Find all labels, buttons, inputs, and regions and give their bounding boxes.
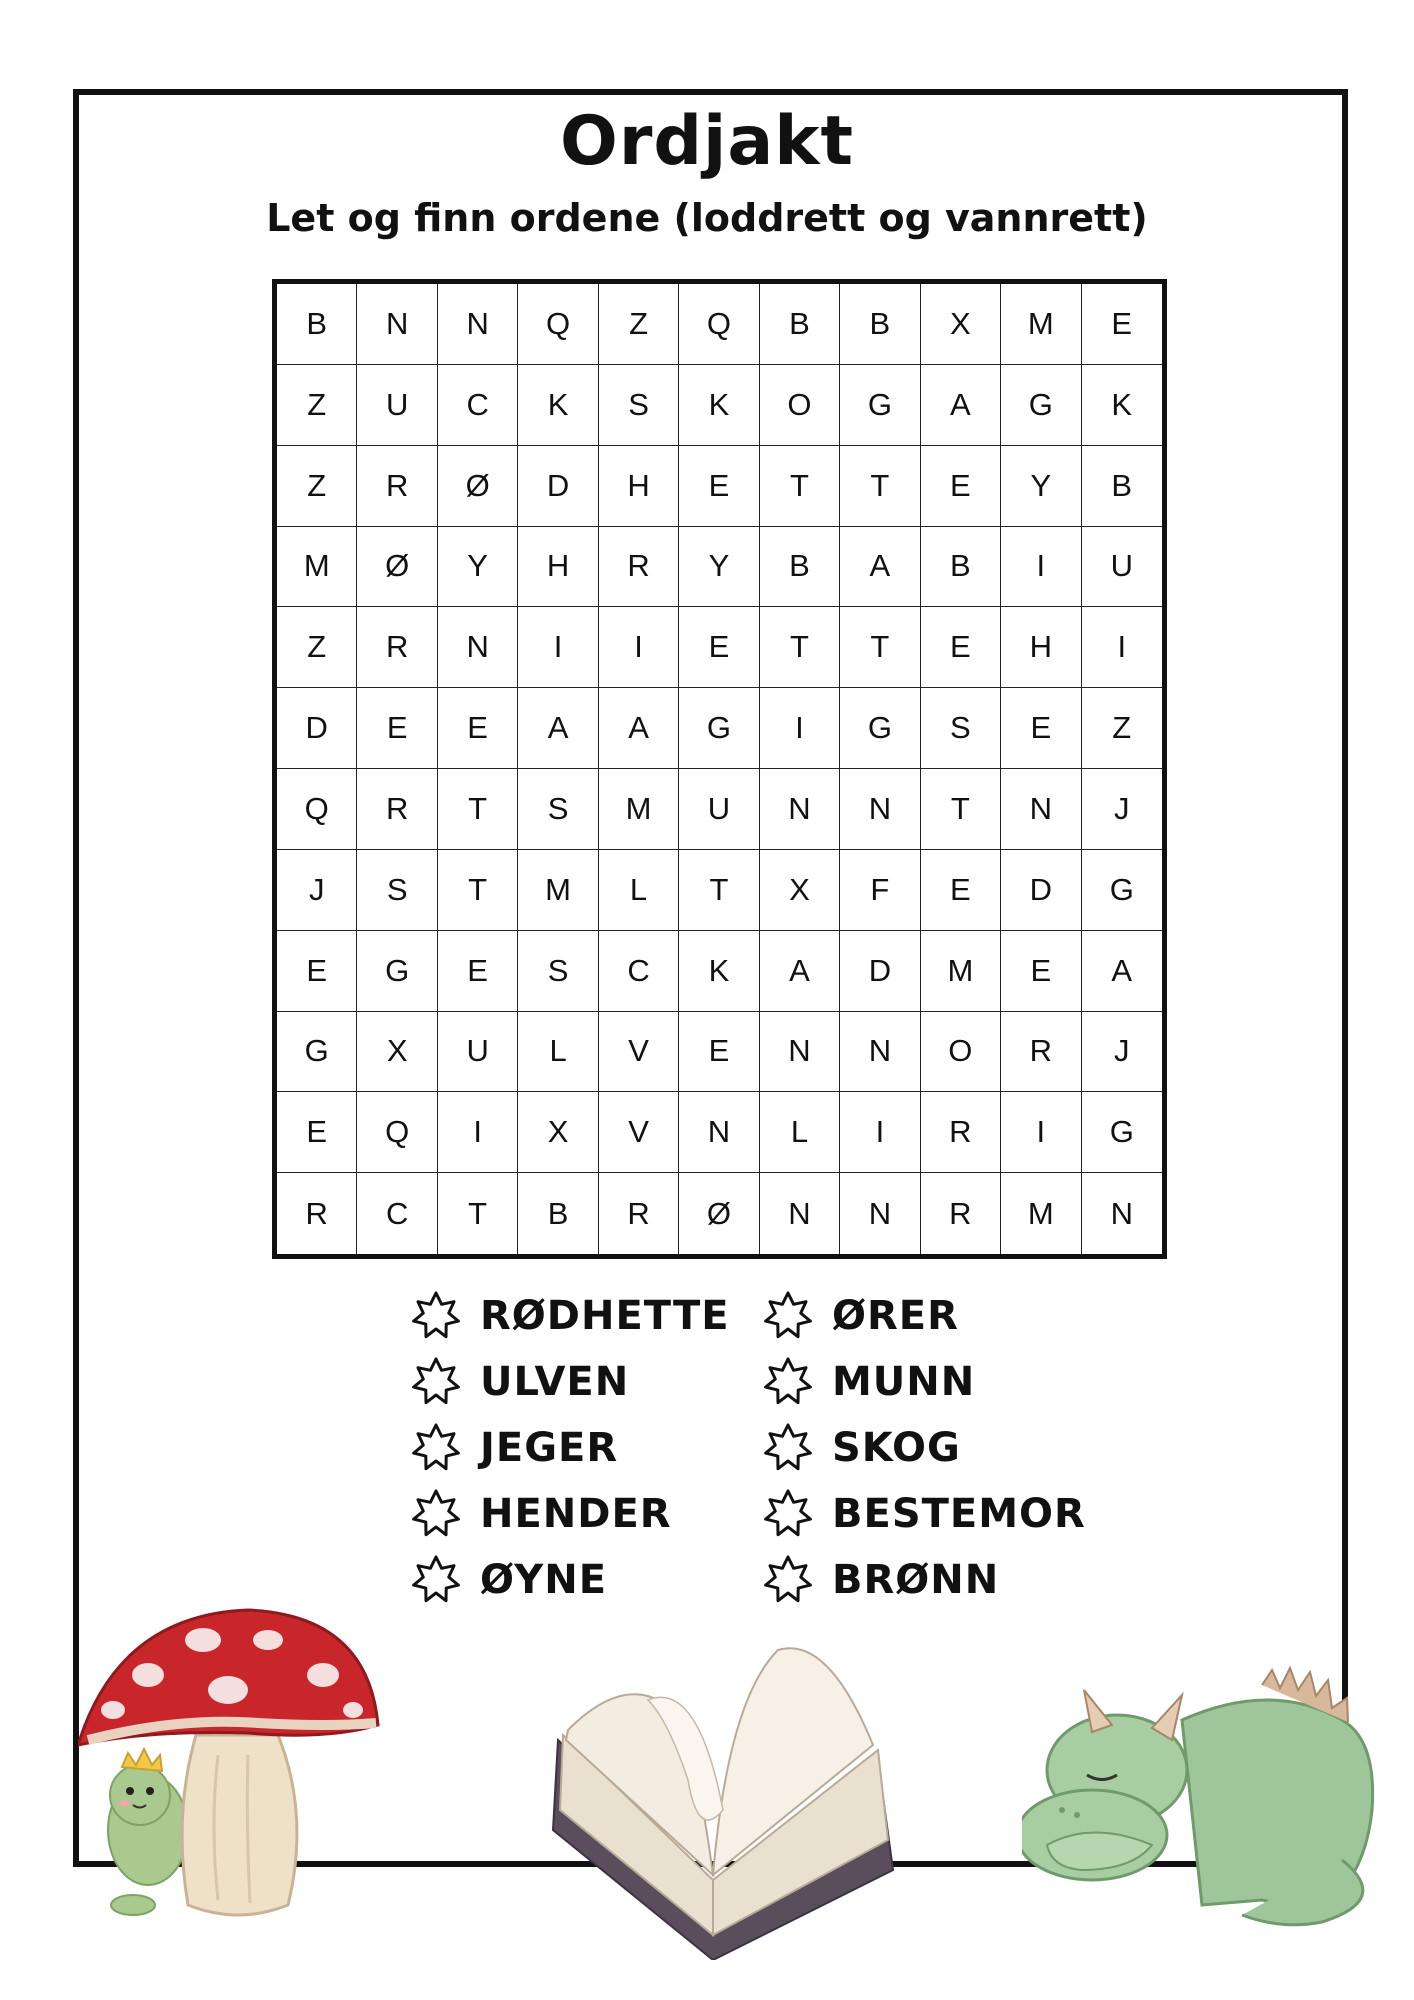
word-label: RØDHETTE (480, 1293, 730, 1339)
grid-cell: K (1082, 365, 1162, 446)
grid-cell: Ø (438, 446, 518, 527)
grid-cell: T (840, 446, 920, 527)
grid-cell: K (518, 365, 598, 446)
grid-cell: U (679, 769, 759, 850)
grid-cell: E (277, 931, 357, 1012)
grid-cell: I (840, 1092, 920, 1173)
grid-cell: X (760, 850, 840, 931)
grid-cell: Z (277, 446, 357, 527)
word-list-right (762, 1290, 1086, 1606)
grid-cell: Q (357, 1092, 437, 1173)
grid-cell: N (438, 284, 518, 365)
word-label: JEGER (480, 1425, 619, 1471)
grid-cell: E (1082, 284, 1162, 365)
grid-cell: E (1001, 688, 1081, 769)
grid-cell: Z (277, 365, 357, 446)
grid-cell: I (518, 607, 598, 688)
grid-cell: A (840, 527, 920, 608)
grid-cell: U (1082, 527, 1162, 608)
grid-cell: E (438, 688, 518, 769)
word-item (410, 1422, 730, 1474)
sleeping-dragon-illustration (1022, 1660, 1402, 1930)
grid-cell: L (599, 850, 679, 931)
grid-cell: G (679, 688, 759, 769)
grid-cell: Y (679, 527, 759, 608)
grid-cell: R (357, 446, 437, 527)
grid-cell: I (1082, 607, 1162, 688)
grid-cell: Z (277, 607, 357, 688)
grid-cell: J (1082, 769, 1162, 850)
grid-cell: S (921, 688, 1001, 769)
grid-cell: Y (438, 527, 518, 608)
grid-cell: I (760, 688, 840, 769)
grid-cell: N (840, 769, 920, 850)
grid-cell: G (1001, 365, 1081, 446)
grid-cell: I (1001, 1092, 1081, 1173)
word-item (762, 1554, 1086, 1606)
grid-cell: T (760, 607, 840, 688)
grid-cell: F (840, 850, 920, 931)
grid-cell: R (277, 1173, 357, 1254)
grid-cell: C (438, 365, 518, 446)
grid-cell: E (679, 446, 759, 527)
star-outline-icon (410, 1290, 462, 1342)
grid-cell: J (1082, 1012, 1162, 1093)
word-item (762, 1488, 1086, 1540)
grid-cell: C (599, 931, 679, 1012)
grid-cell: T (921, 769, 1001, 850)
grid-cell: J (277, 850, 357, 931)
word-item (762, 1290, 1086, 1342)
star-outline-icon (762, 1422, 814, 1474)
grid-cell: Q (679, 284, 759, 365)
grid-cell: E (921, 607, 1001, 688)
grid-cell: G (357, 931, 437, 1012)
grid-cell: A (599, 688, 679, 769)
grid-cell: O (760, 365, 840, 446)
word-label: SKOG (832, 1425, 961, 1471)
grid-cell: X (357, 1012, 437, 1093)
grid-cell: E (357, 688, 437, 769)
grid-cell: B (1082, 446, 1162, 527)
grid-cell: G (840, 365, 920, 446)
word-label: BESTEMOR (832, 1491, 1086, 1537)
grid-cell: E (921, 850, 1001, 931)
grid-cell: T (438, 1173, 518, 1254)
grid-cell: R (921, 1173, 1001, 1254)
grid-cell: D (840, 931, 920, 1012)
grid-cell: O (921, 1012, 1001, 1093)
grid-cell: M (277, 527, 357, 608)
grid-cell: R (599, 527, 679, 608)
word-label: MUNN (832, 1359, 976, 1405)
grid-cell: B (277, 284, 357, 365)
word-label: ULVEN (480, 1359, 630, 1405)
grid-cell: S (357, 850, 437, 931)
grid-cell: N (1001, 769, 1081, 850)
grid-cell: I (1001, 527, 1081, 608)
grid-cell: G (1082, 1092, 1162, 1173)
grid-cell: A (1082, 931, 1162, 1012)
grid-cell: E (679, 607, 759, 688)
grid-cell: A (518, 688, 598, 769)
word-label: ØRER (832, 1293, 959, 1339)
grid-cell: N (760, 769, 840, 850)
grid-cell: S (518, 931, 598, 1012)
grid-cell: G (277, 1012, 357, 1093)
grid-cell: R (1001, 1012, 1081, 1093)
grid-cell: Z (599, 284, 679, 365)
star-outline-icon (410, 1422, 462, 1474)
star-outline-icon (762, 1488, 814, 1540)
grid-cell: D (277, 688, 357, 769)
grid-cell: R (921, 1092, 1001, 1173)
grid-cell: D (1001, 850, 1081, 931)
star-outline-icon (410, 1356, 462, 1408)
word-item (762, 1356, 1086, 1408)
grid-cell: T (438, 769, 518, 850)
word-item (410, 1290, 730, 1342)
grid-cell: Q (277, 769, 357, 850)
star-outline-icon (762, 1356, 814, 1408)
grid-cell: E (1001, 931, 1081, 1012)
grid-cell: K (679, 365, 759, 446)
star-outline-icon (762, 1554, 814, 1606)
grid-cell: N (840, 1012, 920, 1093)
word-label: ØYNE (480, 1557, 608, 1603)
grid-cell: B (840, 284, 920, 365)
grid-cell: U (357, 365, 437, 446)
grid-cell: U (438, 1012, 518, 1093)
grid-cell: S (518, 769, 598, 850)
grid-cell: Z (1082, 688, 1162, 769)
word-label: HENDER (480, 1491, 672, 1537)
grid-cell: K (679, 931, 759, 1012)
grid-cell: Ø (679, 1173, 759, 1254)
grid-cell: G (1082, 850, 1162, 931)
open-book-illustration (548, 1640, 898, 1960)
grid-cell: N (357, 284, 437, 365)
word-search-grid (272, 279, 1167, 1259)
grid-cell: B (921, 527, 1001, 608)
star-outline-icon (762, 1290, 814, 1342)
grid-cell: N (760, 1012, 840, 1093)
grid-cell: B (760, 527, 840, 608)
grid-cell: N (760, 1173, 840, 1254)
grid-cell: L (760, 1092, 840, 1173)
grid-cell: T (760, 446, 840, 527)
grid-cell: M (599, 769, 679, 850)
page-subtitle: Let og finn ordene (loddrett og vannrett) (266, 196, 1148, 240)
word-item (410, 1356, 730, 1408)
grid-cell: G (840, 688, 920, 769)
grid-cell: C (357, 1173, 437, 1254)
grid-cell: I (599, 607, 679, 688)
grid-cell: B (518, 1173, 598, 1254)
star-outline-icon (410, 1488, 462, 1540)
grid-cell: N (840, 1173, 920, 1254)
word-item (762, 1422, 1086, 1474)
grid-cell: A (760, 931, 840, 1012)
grid-cell: R (357, 769, 437, 850)
page-title: Ordjakt (560, 102, 854, 181)
grid-cell: D (518, 446, 598, 527)
grid-cell: R (599, 1173, 679, 1254)
grid-cell: M (1001, 284, 1081, 365)
grid-cell: E (277, 1092, 357, 1173)
grid-cell: V (599, 1092, 679, 1173)
grid-cell: T (438, 850, 518, 931)
grid-cell: T (840, 607, 920, 688)
grid-cell: E (679, 1012, 759, 1093)
word-item (410, 1488, 730, 1540)
grid-cell: S (599, 365, 679, 446)
grid-cell: Y (1001, 446, 1081, 527)
grid-cell: N (679, 1092, 759, 1173)
grid-cell: X (921, 284, 1001, 365)
grid-cell: R (357, 607, 437, 688)
grid-cell: N (1110, 1195, 1133, 1231)
grid-cell: N (438, 607, 518, 688)
grid-cell: Q (518, 284, 598, 365)
word-list-left (410, 1290, 730, 1606)
grid-cell: H (518, 527, 598, 608)
grid-cell: T (679, 850, 759, 931)
grid-cell: E (438, 931, 518, 1012)
grid-cell: A (921, 365, 1001, 446)
grid-cell: M (1001, 1173, 1081, 1254)
grid-cell: M (921, 931, 1001, 1012)
grid-cell: Ø (357, 527, 437, 608)
word-item (410, 1554, 730, 1606)
grid-cell: L (518, 1012, 598, 1093)
grid-cell: E (921, 446, 1001, 527)
grid-cell: B (760, 284, 840, 365)
star-outline-icon (410, 1554, 462, 1606)
word-label: BRØNN (832, 1557, 1000, 1603)
grid-cell: X (518, 1092, 598, 1173)
grid-cell: H (1001, 607, 1081, 688)
grid-cell: M (518, 850, 598, 931)
grid-cell: V (599, 1012, 679, 1093)
grid-cell: I (438, 1092, 518, 1173)
mushroom-with-frog-illustration (78, 1605, 398, 1935)
grid-cell: H (599, 446, 679, 527)
